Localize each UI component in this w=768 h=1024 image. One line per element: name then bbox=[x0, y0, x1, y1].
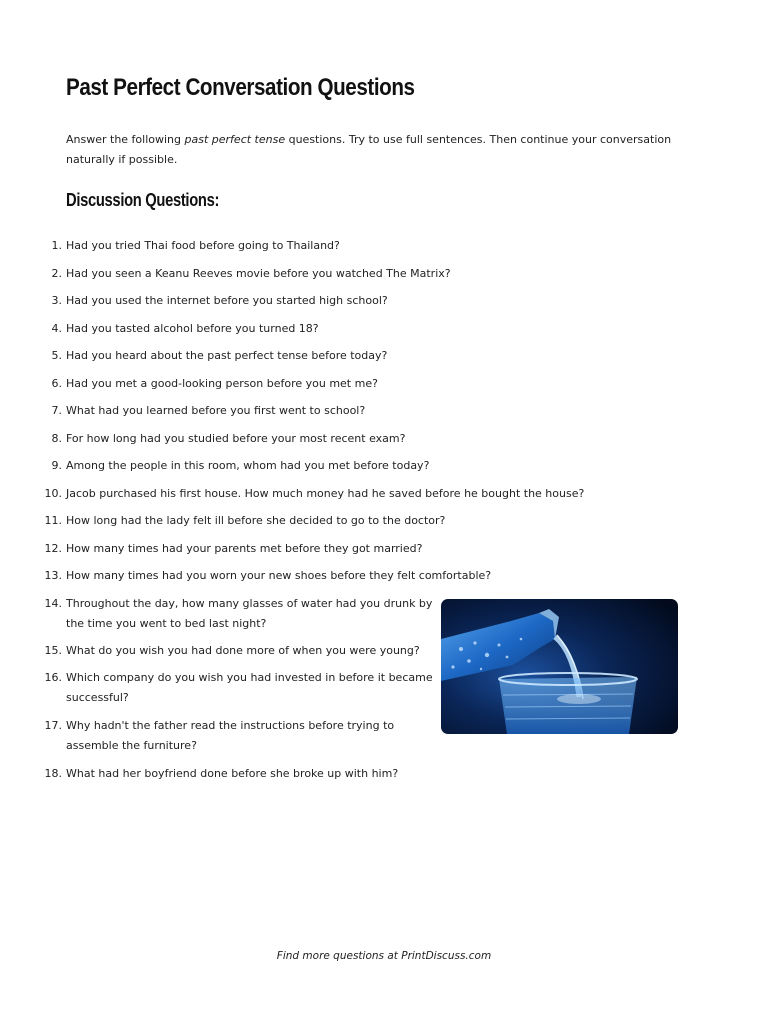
question-text: Had you tried Thai food before going to Thailand? bbox=[66, 239, 340, 252]
question-text: For how long had you studied before your most recent exam? bbox=[66, 431, 406, 445]
question-number: 13. bbox=[44, 569, 62, 582]
question-text: Throughout the day, how many glasses of water had you drunk by the time you went to bed last night? bbox=[66, 597, 433, 630]
water-bottle-glass-illustration bbox=[441, 599, 678, 734]
question-number: 2. bbox=[51, 266, 62, 280]
question-number: 14. bbox=[44, 597, 62, 610]
question-text: Had you seen a Keanu Reeves movie before you watched The Matrix? bbox=[66, 266, 451, 280]
question-number: 4. bbox=[51, 321, 62, 335]
question-text: What had you learned before you first went to school? bbox=[66, 404, 366, 417]
question-number: 7. bbox=[51, 404, 62, 417]
intro-text-before: Answer the following bbox=[66, 133, 185, 146]
section-heading: Discussion Questions: bbox=[66, 190, 220, 210]
question-number: 5. bbox=[51, 349, 62, 362]
question-number: 18. bbox=[44, 767, 62, 780]
question-text: Why hadn't the father read the instructions before trying to assemble the furniture? bbox=[66, 719, 395, 752]
question-text: Had you met a good-looking person before you met me? bbox=[66, 376, 378, 390]
footer-note: Find more questions at PrintDiscuss.com bbox=[276, 950, 492, 962]
question-text: Had you tasted alcohol before you turned 18? bbox=[66, 321, 319, 335]
intro-paragraph bbox=[66, 130, 706, 169]
question-text: Which company do you wish you had invested in before it became successful? bbox=[66, 671, 433, 704]
question-text: How long had the lady felt ill before she decided to go to the doctor? bbox=[66, 514, 446, 527]
question-number: 11. bbox=[44, 514, 62, 527]
question-number: 10. bbox=[44, 486, 62, 500]
intro-text-after: questions. Try to use full sentences. Then continue your conversation naturally if possible. bbox=[66, 133, 672, 166]
question-number: 12. bbox=[44, 541, 62, 555]
question-number: 6. bbox=[51, 376, 62, 390]
question-number: 16. bbox=[44, 671, 62, 684]
intro-emphasis: past perfect tense bbox=[184, 133, 286, 146]
question-text: How many times had your parents met before they got married? bbox=[66, 541, 423, 555]
question-number: 1. bbox=[51, 239, 62, 252]
question-text: What do you wish you had done more of when you were young? bbox=[66, 644, 420, 657]
question-text: How many times had you worn your new shoes before they felt comfortable? bbox=[66, 569, 492, 582]
question-text: Jacob purchased his first house. How much money had he saved before he bought the house? bbox=[66, 486, 585, 500]
question-text: What had her boyfriend done before she broke up with him? bbox=[66, 767, 399, 780]
question-number: 8. bbox=[51, 431, 62, 445]
question-text: Among the people in this room, whom had you met before today? bbox=[66, 459, 430, 472]
question-number: 3. bbox=[51, 294, 62, 307]
question-number: 9. bbox=[51, 459, 62, 472]
question-text: Had you used the internet before you started high school? bbox=[66, 294, 388, 307]
water-pouring-photo bbox=[441, 599, 678, 734]
question-text: Had you heard about the past perfect tense before today? bbox=[66, 349, 388, 362]
question-number: 17. bbox=[44, 719, 62, 732]
page-title: Past Perfect Conversation Questions bbox=[66, 74, 415, 101]
question-number: 15. bbox=[44, 644, 62, 657]
